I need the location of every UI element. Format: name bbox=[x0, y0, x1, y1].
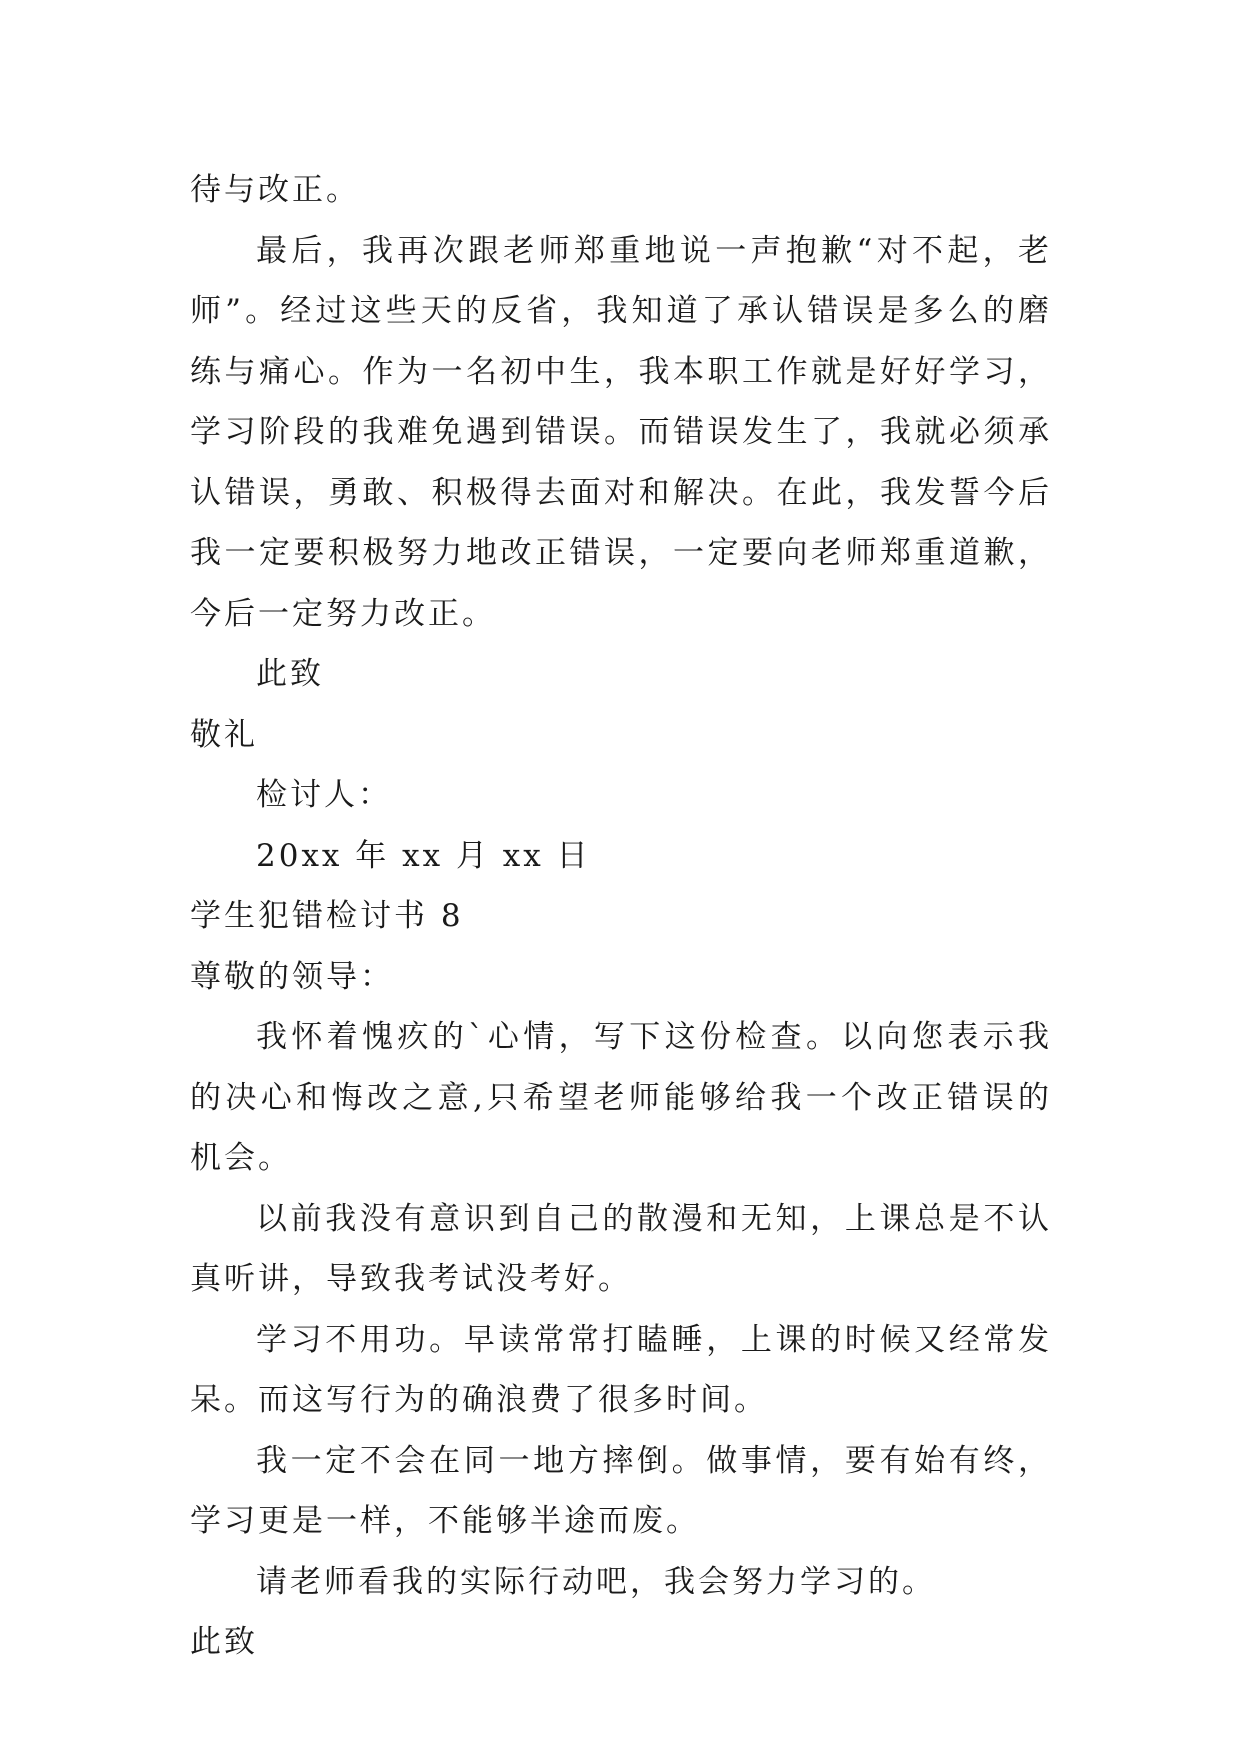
paragraph-apology: 最后，我再次跟老师郑重地说一声抱歉“对不起，老师”。经过这些天的反省，我知道了承认错误是多么的磨练与痛心。作为一名初中生，我本职工作就是好好学习，学习阶段的我难免遇到错误。而错误发生了，我就必须承认错误，勇敢、积极得去面对和解决。在此，我发誓今后我一定要积极努力地改正错误，一定要向老师郑重道歉，今后一定努力改正。 bbox=[190, 232, 1052, 632]
paragraph-resolution: 我一定不会在同一地方摔倒。做事情，要有始有终，学习更是一样，不能够半途而废。 bbox=[190, 1442, 1052, 1539]
document-body bbox=[190, 160, 1052, 1673]
signature-date: 20xx 年 xx 月 xx 日 bbox=[256, 837, 591, 874]
closing-salutation: 此致 bbox=[256, 656, 324, 692]
closing-salutation-2: 此致 bbox=[190, 1624, 258, 1660]
closing-regards: 敬礼 bbox=[190, 716, 258, 753]
signature-label: 检讨人： bbox=[256, 777, 392, 813]
paragraph-intro: 我怀着愧疚的`心情，写下这份检查。以向您表示我的决心和悔改之意,只希望老师能够给我一个改正错误的机会。 bbox=[190, 1019, 1052, 1176]
paragraph-request: 请老师看我的实际行动吧，我会努力学习的。 bbox=[256, 1563, 936, 1600]
paragraph-continuation: 待与改正。 bbox=[190, 172, 360, 208]
greeting: 尊敬的领导： bbox=[190, 958, 394, 995]
paragraph-reflection: 以前我没有意识到自己的散漫和无知，上课总是不认真听讲，导致我考试没考好。 bbox=[190, 1200, 1052, 1297]
paragraph-study-habits: 学习不用功。早读常常打瞌睡，上课的时候又经常发呆。而这写行为的确浪费了很多时间。 bbox=[190, 1321, 1052, 1418]
section-title: 学生犯错检讨书 8 bbox=[190, 898, 464, 934]
